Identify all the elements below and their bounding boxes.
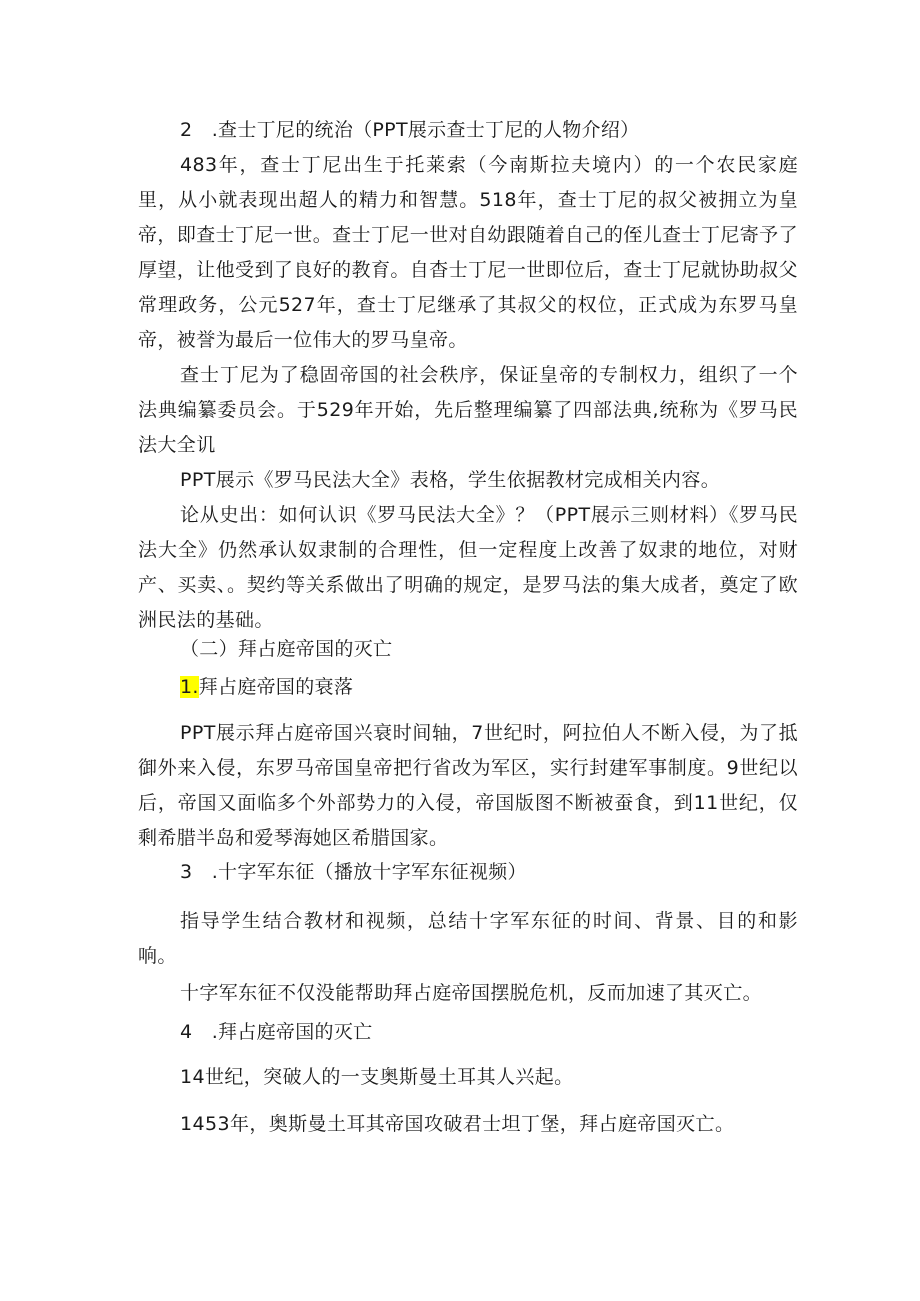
paragraph-law-evaluation: 论从史出：如何认识《罗马民法大全》？（PPT展示三则材料）《罗马民法大全》仍然承认奴隶制的合理性，但一定程度上改善了奴隶的地位，对财产、买卖、。契约等关系做出了明确的规定，是罗马法的集大成者，奠定了欧洲民法的基础。 (138, 504, 798, 631)
section-heading-1-text: 拜占庭帝国的衰落 (198, 676, 354, 698)
paragraph-ottoman-rise: 14世纪，突破人的一支奥斯曼土耳其人兴起。 (180, 1066, 574, 1088)
section-heading-1 (180, 674, 353, 700)
section-heading-2: 2 .查士丁尼的统治（PPT展示查士丁尼的人物介绍） (180, 119, 640, 141)
section-heading-3: 3 .十字军东征（播放十字军东征视频） (180, 861, 527, 883)
paragraph-decline-timeline: PPT展示拜占庭帝国兴衰时间轴，7世纪时，阿拉伯人不断入侵，为了抵御外来入侵，东罗马帝国皇帝把行省改为军区，实行封建军事制度。9世纪以后，帝国又面临多个外部势力的入侵，帝国版图不断被蚕食，到11世纪，仅剩希腊半岛和爱琴海她区希腊国家。 (138, 722, 798, 849)
paragraph-crusades-effect: 十字军东征不仅没能帮助拜占庭帝国摆脱危机，反而加速了其灭亡。 (180, 982, 763, 1004)
subsection-title-byzantine-fall: （二）拜占庭帝国的灭亡 (180, 638, 393, 660)
paragraph-ppt-table: PPT展示《罗马民法大全》表格，学生依据教材完成相关内容。 (180, 469, 721, 491)
paragraph-constantinople-fall: 1453年，奥斯曼土耳其帝国攻破君士坦丁堡，拜占庭帝国灭亡。 (180, 1113, 735, 1135)
paragraph-justinian-bio: 483年，查士丁尼出生于托莱索（今南斯拉夫境内）的一个农民家庭里，从小就表现出超人的精力和智慧。518年，查士丁尼的叔父被拥立为皇帝，即查士丁尼一世。查士丁尼一世对自幼跟随着自己的侄儿查士丁尼寄予了厚望，让他受到了良好的教育。自杳士丁尼一世即位后，查士丁尼就协助叔父常理政务，公元527年，查士丁尼继承了其叔父的权位，正式成为东罗马皇帝，被誉为最后一位伟大的罗马皇帝。 (138, 154, 798, 351)
section-heading-4: 4 .拜占庭帝国的灭亡 (180, 1021, 373, 1043)
paragraph-law-committee: 查士丁尼为了稳固帝国的社会秩序，保证皇帝的专制权力，组织了一个法典编纂委员会。于529年开始，先后整理编纂了四部法典,统称为《罗马民法大全讥 (138, 364, 798, 456)
highlight-marker: 1. (180, 676, 199, 698)
paragraph-crusades-task: 指导学生结合教材和视频，总结十字军东征的时间、背景、目的和影响。 (138, 910, 798, 967)
